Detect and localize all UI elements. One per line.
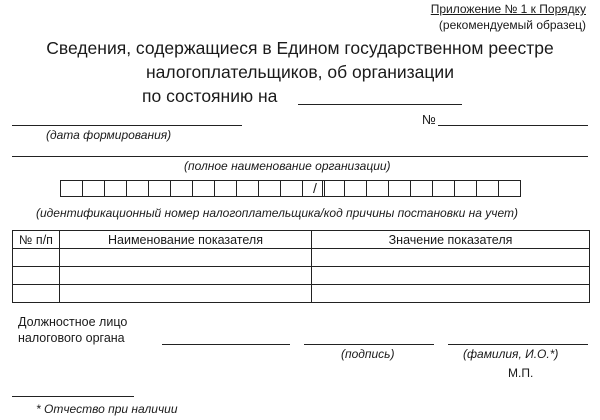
footnote-text: * Отчество при наличии [36,402,178,416]
official-label-line2: налогового органа [18,331,125,345]
inn-cell[interactable] [214,180,237,197]
inn-cell[interactable] [236,180,259,197]
table-cell[interactable] [312,249,590,267]
full-name-line[interactable] [448,344,588,345]
kpp-cell[interactable] [454,180,477,197]
kpp-cell[interactable] [476,180,499,197]
kpp-cell[interactable] [432,180,455,197]
inn-kpp-separator: / [313,180,317,196]
inn-cell[interactable] [60,180,83,197]
inn-cell[interactable] [148,180,171,197]
inn-cell[interactable] [126,180,149,197]
col-header-indicator-value: Значение показателя [312,231,590,249]
kpp-cell[interactable] [322,180,345,197]
recommended-label: (рекомендуемый образец) [438,18,586,32]
kpp-cell[interactable] [410,180,433,197]
table-cell[interactable] [13,267,60,285]
table-cell[interactable] [60,285,312,303]
org-name-label: (полное наименование организации) [184,159,391,173]
official-label-line1: Должностное лицо [18,315,128,329]
title-line-2: налогоплательщиков, об организации [146,62,454,82]
appendix-label: Приложение № 1 к Порядку [430,2,586,16]
table-header-row [13,231,590,249]
table-cell[interactable] [13,285,60,303]
col-header-indicator-name: Наименование показателя [60,231,312,249]
stamp-label: М.П. [508,366,534,380]
inn-cell[interactable] [104,180,127,197]
as-of-date-line[interactable] [298,104,462,105]
signature-label: (подпись) [341,347,395,361]
table-cell[interactable] [60,249,312,267]
full-name-label: (фамилия, И.О.*) [463,347,559,361]
table-cell[interactable] [60,267,312,285]
number-line[interactable] [438,125,588,126]
col-header-number: № п/п [13,231,60,249]
kpp-cells[interactable] [323,180,521,197]
title-line-1: Сведения, содержащиеся в Едином государственном реестре [46,38,554,58]
org-name-line[interactable] [12,156,588,157]
kpp-cell[interactable] [366,180,389,197]
kpp-cell[interactable] [498,180,521,197]
signature-line[interactable] [304,344,434,345]
table-row [13,285,590,303]
position-line[interactable] [162,344,290,345]
inn-cell[interactable] [82,180,105,197]
indicators-table [12,230,590,303]
inn-kpp-label: (идентификационный номер налогоплательщика/код причины постановки на учет) [36,206,519,220]
formation-date-line[interactable] [12,125,242,126]
inn-cell[interactable] [280,180,303,197]
kpp-cell[interactable] [388,180,411,197]
number-sign: № [422,112,436,127]
footnote-divider [12,396,134,397]
inn-cell[interactable] [170,180,193,197]
inn-cell[interactable] [258,180,281,197]
table-row [13,267,590,285]
inn-cells[interactable] [61,180,325,197]
table-cell[interactable] [312,285,590,303]
inn-cell[interactable] [192,180,215,197]
table-row [13,249,590,267]
kpp-cell[interactable] [344,180,367,197]
title-line-3: по состоянию на [142,86,278,106]
table-cell[interactable] [13,249,60,267]
table-cell[interactable] [312,267,590,285]
formation-date-label: (дата формирования) [46,128,172,142]
